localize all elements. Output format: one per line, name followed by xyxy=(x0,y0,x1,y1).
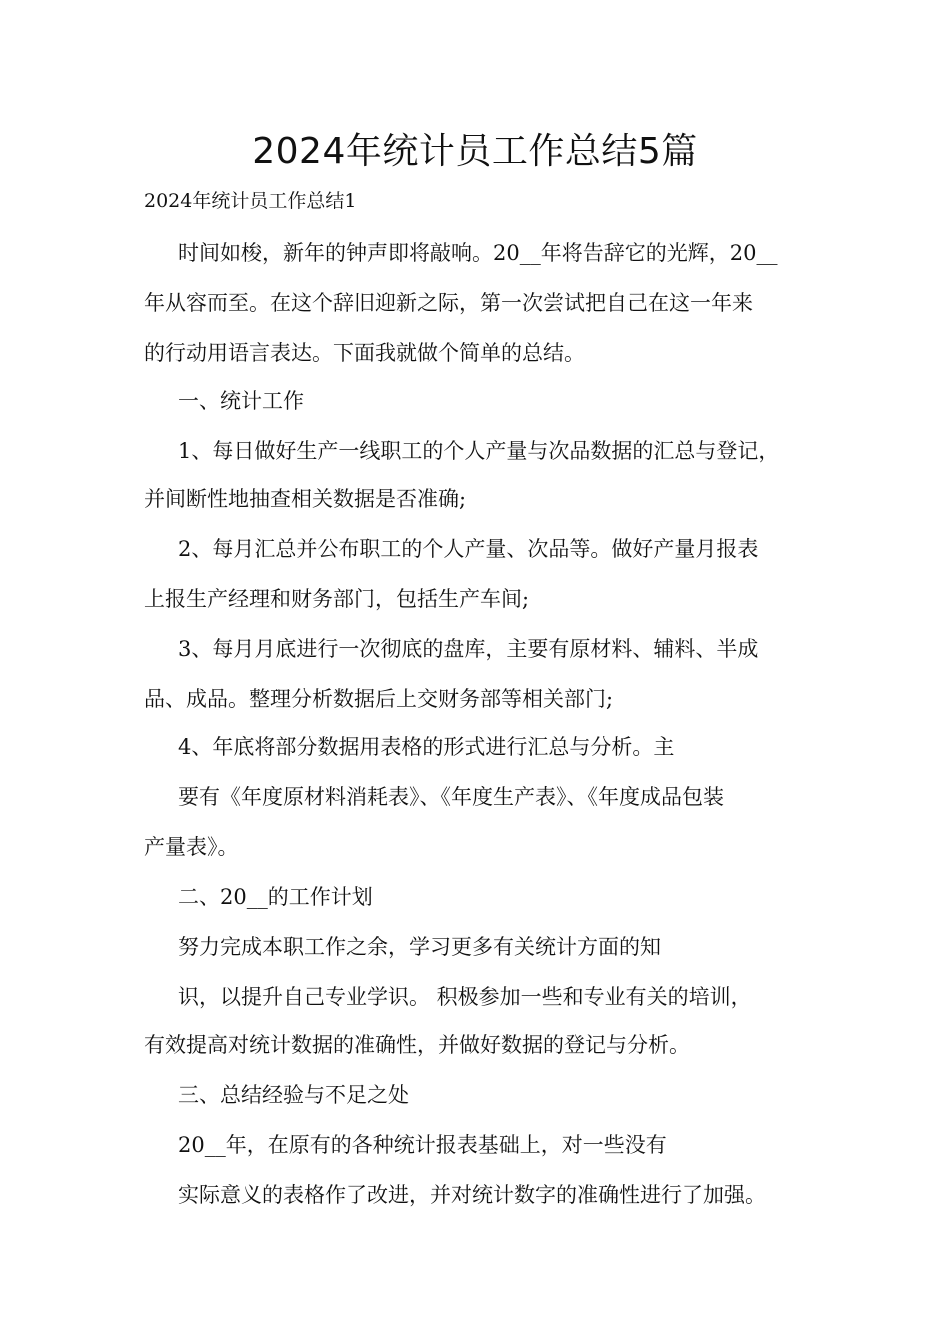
list-item-line: 品、成品。整理分析数据后上交财务部等相关部门; xyxy=(144,687,614,711)
section-heading: 二、20__的工作计划 xyxy=(178,885,373,909)
paragraph-line: 年从容而至。在这个辞旧迎新之际，第一次尝试把自己在这一年来 xyxy=(144,291,753,315)
paragraph-line: 的行动用语言表达。下面我就做个简单的总结。 xyxy=(144,341,585,365)
section-subtitle: 2024年统计员工作总结1 xyxy=(144,190,357,212)
list-item-line: 4、年底将部分数据用表格的形式进行汇总与分析。主 xyxy=(178,735,675,759)
document-title: 2024年统计员工作总结5篇 xyxy=(252,131,698,172)
list-item-line: 上报生产经理和财务部门，包括生产车间; xyxy=(144,587,530,611)
paragraph-line: 努力完成本职工作之余，学习更多有关统计方面的知 xyxy=(178,935,661,959)
paragraph-line: 识，以提升自己专业学识。 积极参加一些和专业有关的培训， xyxy=(178,985,752,1009)
paragraph-line: 有效提高对统计数据的准确性，并做好数据的登记与分析。 xyxy=(144,1033,690,1057)
paragraph-line: 实际意义的表格作了改进，并对统计数字的准确性进行了加强。 xyxy=(178,1183,766,1207)
paragraph-line: 20__年，在原有的各种统计报表基础上，对一些没有 xyxy=(178,1133,667,1157)
list-item-line: 1、每日做好生产一线职工的个人产量与次品数据的汇总与登记， xyxy=(178,439,780,463)
list-item-line: 产量表》。 xyxy=(144,835,239,859)
list-item-line: 2、每月汇总并公布职工的个人产量、次品等。做好产量月报表 xyxy=(178,537,759,561)
section-heading: 一、统计工作 xyxy=(178,389,304,413)
list-item-line: 3、每月月底进行一次彻底的盘库，主要有原材料、辅料、半成 xyxy=(178,637,759,661)
list-item-line: 并间断性地抽查相关数据是否准确; xyxy=(144,487,467,511)
list-item-line: 要有《年度原材料消耗表》、《年度生产表》、《年度成品包装 xyxy=(178,785,724,809)
paragraph-line: 时间如梭，新年的钟声即将敲响。20__年将告辞它的光辉，20__ xyxy=(178,241,778,265)
section-heading: 三、总结经验与不足之处 xyxy=(178,1083,409,1107)
